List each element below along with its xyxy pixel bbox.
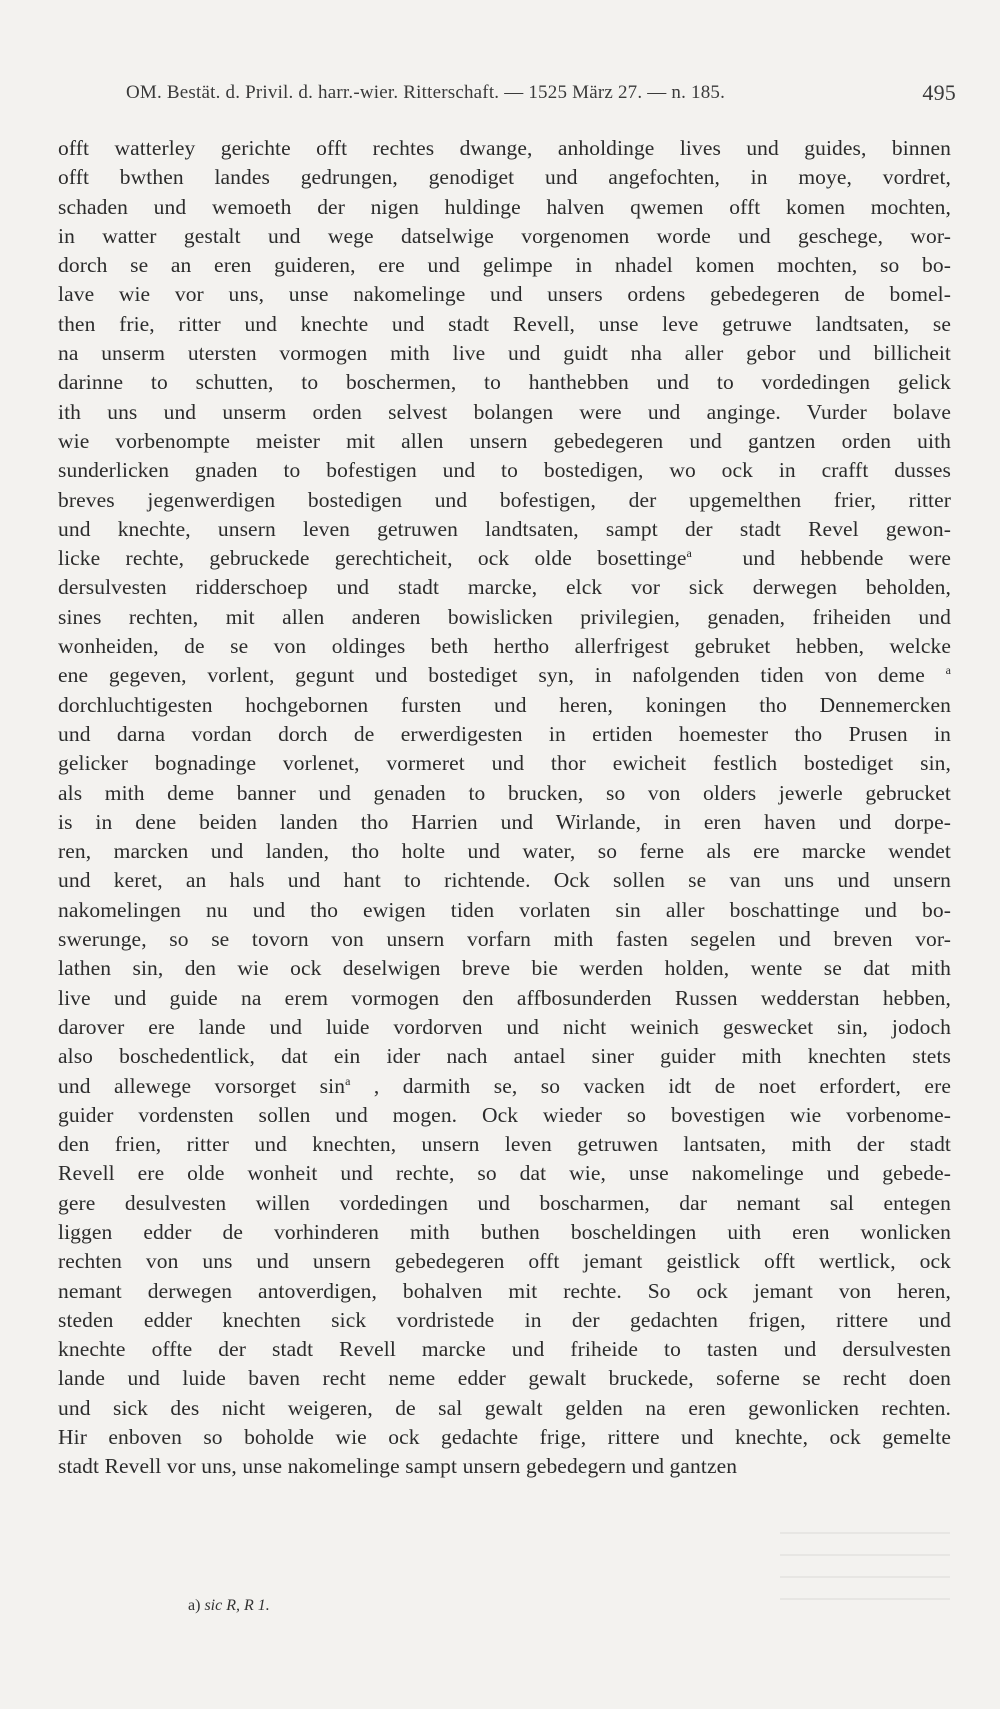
text-line: ren, marcken und landen, tho holte und water, so ferne als ere marcke wendet xyxy=(58,839,951,864)
text-line: then frie, ritter und knechte und stadt Revell, unse leve getruwe landtsaten, se xyxy=(58,311,951,336)
text-line: darover ere lande und luide vordorven und nicht weinich geswecket sin, jodoch xyxy=(58,1014,951,1039)
line-text: licke rechte, gebruckede gerechticheit, ock olde bosettinge xyxy=(58,546,687,571)
text-line: na unserm utersten vormogen mith live und guidt nha aller gebor und billicheit xyxy=(58,341,951,366)
text-line: dorch se an eren guideren, ere und gelimpe in nhadel komen mochten, so bo- xyxy=(58,253,951,278)
text-line: swerunge, so se tovorn von unsern vorfarn mith fasten segelen und breven vor- xyxy=(58,927,951,952)
running-title: OM. Bestät. d. Privil. d. harr.-wier. Ritterschaft. — 1525 März 27. — n. 185. xyxy=(126,82,726,103)
bleed-through-shadow xyxy=(780,1530,950,1600)
footnote-label: a) xyxy=(188,1597,201,1614)
body-text xyxy=(58,134,951,1482)
footnote xyxy=(188,1597,270,1615)
line-text-tail: , darmith se, so vacken idt de noet erfordert, ere xyxy=(373,1073,951,1098)
footnote-text: sic R, R 1. xyxy=(204,1597,270,1614)
text-line: ith uns und unserm orden selvest bolangen were und anginge. Vurder bolave xyxy=(58,399,951,424)
text-line: gelicker bognadinge vorlenet, vormeret und thor ewicheit festlich bostediget sin, xyxy=(58,751,951,776)
text-line: lathen sin, den wie ock deselwigen breve bie werden holden, wente se dat mith xyxy=(58,956,951,981)
text-line: also boschedentlick, dat ein ider nach antael siner guider mith knechten stets xyxy=(58,1044,951,1069)
text-line: sines rechten, mit allen anderen bowislicken privilegien, genaden, friheiden und xyxy=(58,604,951,629)
text-line: rechten von uns und unsern gebedegeren offt jemant geistlick offt wertlick, ock xyxy=(58,1249,951,1274)
text-line: steden edder knechten sick vordristede in der gedachten frigen, rittere und xyxy=(58,1307,951,1332)
text-line: lande und luide baven recht neme edder gewalt bruckede, soferne se recht doen xyxy=(58,1366,951,1391)
text-line: lave wie vor uns, unse nakomelinge und unsers ordens gebedegeren de bomel- xyxy=(58,282,951,307)
page-number: 495 xyxy=(922,80,956,105)
text-line: liggen edder de vorhinderen mith buthen boscheldingen uith eren wonlicken xyxy=(58,1219,951,1244)
line-text-tail: und hebbende were xyxy=(742,546,951,571)
text-line: stadt Revell vor uns, unse nakomelinge sampt unsern gebedegern und gantzen xyxy=(58,1454,738,1479)
text-line: darinne to schutten, to boschermen, to hanthebben und to vordedingen gelick xyxy=(58,370,951,395)
text-line: den frien, ritter und knechten, unsern leven getruwen lantsaten, mith der stadt xyxy=(58,1132,951,1157)
text-line: guider vordensten sollen und mogen. Ock wieder so bovestigen wie vorbenome- xyxy=(58,1102,951,1127)
text-line: dersulvesten ridderschoep und stadt marcke, elck vor sick derwegen beholden, xyxy=(58,575,951,600)
text-line: in watter gestalt und wege datselwige vorgenomen worde und geschege, wor- xyxy=(58,223,951,248)
text-line: nakomelingen nu und tho ewigen tiden vorlaten sin aller boschattinge und bo- xyxy=(58,897,951,922)
text-line: dorchluchtigesten hochgebornen fursten und heren, koningen tho Dennemercken xyxy=(58,692,951,717)
text-line: breves jegenwerdigen bostedigen und bofestigen, der upgemelthen frier, ritter xyxy=(58,487,951,512)
text-line-with-note xyxy=(58,544,951,573)
line-text: ene gegeven, vorlent, gegunt und bostediget syn, in nafolgenden tiden von deme xyxy=(58,663,925,688)
text-line: knechte offte der stadt Revell marcke und friheide to tasten und dersulvesten xyxy=(58,1337,951,1362)
text-line-with-note xyxy=(58,1072,951,1101)
text-line: nemant derwegen antoverdigen, bohalven mit rechte. So ock jemant von heren, xyxy=(58,1278,951,1303)
page-header xyxy=(0,78,1000,112)
text-line: und sick des nicht weigeren, de sal gewalt gelden na eren gewonlicken rechten. xyxy=(58,1395,951,1420)
text-line: als mith deme banner und genaden to brucken, so von olders jewerle gebrucket xyxy=(58,780,951,805)
text-line: gere desulvesten willen vordedingen und boscharmen, dar nemant sal entegen xyxy=(58,1190,951,1215)
text-line-with-note xyxy=(58,661,951,690)
text-line: live und guide na erem vormogen den affbosunderden Russen wedderstan hebben, xyxy=(58,985,951,1010)
text-line: offt watterley gerichte offt rechtes dwange, anholdinge lives und guides, binnen xyxy=(58,136,951,160)
note-marker: a xyxy=(345,1073,351,1088)
text-line: offt bwthen landes gedrungen, genodiget und angefochten, in moye, vordret, xyxy=(58,165,951,190)
text-line: und darna vordan dorch de erwerdigesten in ertiden hoemester tho Prusen in xyxy=(58,721,951,746)
text-line: schaden und wemoeth der nigen huldinge halven qwemen offt komen mochten, xyxy=(58,194,951,219)
text-line: und keret, an hals und hant to richtende. Ock sollen se van uns und unsern xyxy=(58,868,951,893)
text-line: Hir enboven so boholde wie ock gedachte frige, rittere und knechte, ock gemelte xyxy=(58,1425,951,1450)
note-marker: a xyxy=(686,546,692,561)
text-line: wie vorbenompte meister mit allen unsern gebedegeren und gantzen orden uith xyxy=(58,428,951,453)
text-line: Revell ere olde wonheit und rechte, so dat wie, unse nakomelinge und gebede- xyxy=(58,1161,951,1186)
text-line: is in dene beiden landen tho Harrien und Wirlande, in eren haven und dorpe- xyxy=(58,809,951,834)
text-line: wonheiden, de se von oldinges beth hertho allerfrigest gebruket hebben, welcke xyxy=(58,634,951,659)
line-text: und allewege vorsorget sin xyxy=(58,1073,346,1098)
text-line: sunderlicken gnaden to bofestigen und to bostedigen, wo ock in crafft dusses xyxy=(58,458,951,483)
note-marker: a xyxy=(945,663,951,678)
text-line: und knechte, unsern leven getruwen landtsaten, sampt der stadt Revel gewon- xyxy=(58,516,951,541)
